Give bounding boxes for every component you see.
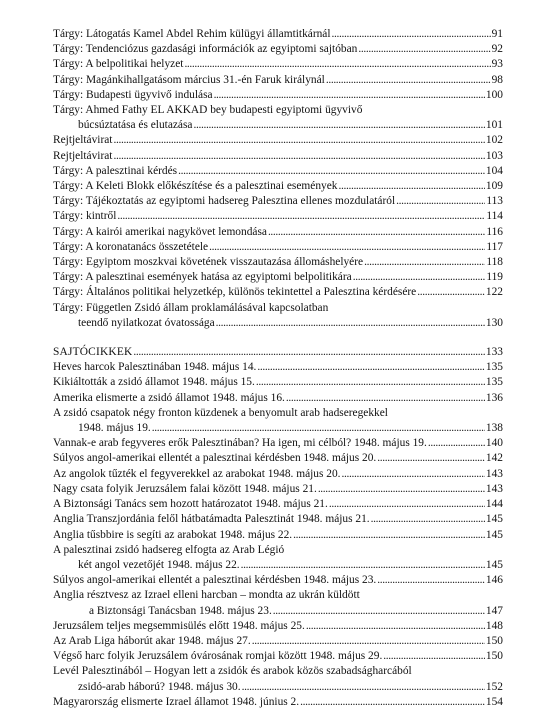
dot-leader	[377, 451, 485, 466]
dot-leader	[256, 375, 485, 390]
dot-leader	[184, 57, 490, 72]
toc-entry	[53, 360, 503, 375]
toc-entry	[53, 225, 503, 240]
toc-entry-page: 92	[491, 43, 503, 56]
toc-entry-title: Tárgy: Magánkihallgatásom március 31.-én Faruk királynál	[53, 73, 325, 86]
toc-entry	[53, 255, 503, 270]
section-heading	[53, 345, 503, 360]
toc-entry-page: 143	[485, 467, 503, 480]
toc-entry-title: Anglia tűsbbire is segíti az arabokat 1948. május 22.	[53, 528, 293, 541]
dot-leader	[377, 573, 485, 588]
toc-entry-title: Tárgy: Látogatás Kamel Abdel Rehim külügyi államtitkárnál	[53, 28, 331, 40]
toc-entry-page: 135	[485, 376, 503, 389]
toc-entry-page: 117	[486, 240, 503, 253]
toc-entry-title: Tárgy: A palesztinai események hatása az egyiptomi belpolitikára	[53, 271, 352, 284]
toc-entry	[53, 240, 503, 255]
toc-entry-page: 116	[486, 225, 503, 238]
toc-entry-title-line-1: Tárgy: Független Zsidó állam proklamálásával kapcsolatban	[53, 301, 329, 314]
toc-entry	[53, 634, 503, 649]
dot-leader	[216, 316, 485, 331]
toc-entry-page: 142	[485, 452, 503, 465]
toc-entry	[53, 512, 503, 527]
dot-leader	[273, 604, 485, 619]
toc-entry-title: zsidó-arab háború? 1948. május 30.	[78, 680, 241, 693]
toc-entry-page: 101	[485, 119, 503, 132]
toc-entry-title: Tárgy: A kairói amerikai nagykövet lemondása	[53, 225, 267, 238]
toc-entry	[53, 27, 503, 42]
toc-entry-page: 147	[485, 604, 503, 617]
toc-entry	[53, 164, 503, 179]
toc-entry-title: Tárgy: A koronatanács összetétele	[53, 240, 209, 253]
toc-entry	[53, 133, 503, 148]
dot-leader	[326, 73, 491, 88]
toc-entry-title: Az angolok tűzték el fegyverekkel az arabokat 1948. május 20.	[53, 467, 341, 480]
toc-entry	[53, 406, 503, 436]
toc-entry-title: Magyarország elismerte Izrael államot 1948. június 2.	[53, 695, 300, 708]
toc-entry-title: Anglia Transzjordánia felől hátbatámadta Palesztinát 1948. május 21.	[53, 513, 370, 526]
toc-entry	[53, 209, 503, 224]
dot-leader	[417, 285, 485, 300]
toc-entry	[53, 391, 503, 406]
toc-entry	[53, 73, 503, 88]
toc-entry-title: Tárgy: Budapesti ügyvivő indulása	[53, 88, 213, 101]
toc-entry-title-line-1: Tárgy: Ahmed Fathy EL AKKAD bey budapesti egyiptomi ügyvivő	[53, 104, 363, 117]
toc-entry-title: a Biztonsági Tanácsban 1948. május 23.	[89, 604, 272, 617]
dot-leader	[133, 345, 485, 360]
dot-leader	[353, 270, 486, 285]
toc-entry	[53, 695, 503, 710]
toc-entry-page: 136	[485, 391, 503, 404]
toc-entry	[53, 194, 503, 209]
toc-entry-page: 98	[491, 73, 503, 86]
toc-entry-page: 145	[485, 558, 503, 571]
toc-entry-title: Tárgy: A belpolitikai helyzet	[53, 58, 184, 71]
toc-entry-page: 144	[485, 498, 503, 511]
dot-leader	[428, 436, 485, 451]
toc-entry-title: teendő nyilatkozat óvatossága	[78, 316, 215, 329]
toc-entry-title: Tárgy: Tájékoztatás az egyiptomi hadsereg Palesztina ellenes mozdulatáról	[53, 195, 396, 208]
toc-entry	[53, 301, 503, 331]
toc-entry-title: búcsúztatása és elutazása	[78, 119, 193, 132]
dot-leader	[293, 528, 485, 543]
toc-entry	[53, 42, 503, 57]
toc-entry-title: Jeruzsálem teljes megsemmisülés előtt 1948. május 25.	[53, 619, 305, 632]
toc-entry-page: 118	[486, 256, 503, 269]
toc-entry-title: Tárgy: Tendenciózus gazdasági információk az egyiptomi sajtóban	[53, 43, 358, 56]
dot-leader	[338, 179, 484, 194]
toc-entry-title: Tárgy: A Keleti Blokk előkészítése és a palesztinai események	[53, 180, 338, 193]
section-heading-title: SAJTÓCIKKEK	[53, 346, 133, 359]
toc-entry-title: Súlyos angol-amerikai ellentét a palesztinai kérdésben 1948. május 20.	[53, 452, 377, 465]
toc-entry	[53, 270, 503, 285]
toc-entry-page: 93	[491, 58, 503, 71]
section-gap	[53, 331, 503, 345]
toc-entry-page: 150	[485, 650, 503, 663]
toc-entry-page: 154	[485, 695, 503, 708]
toc-entry	[53, 103, 503, 133]
toc-entry	[53, 375, 503, 390]
dot-leader	[342, 467, 485, 482]
toc-entry-title: Heves harcok Palesztinában 1948. május 14.	[53, 361, 257, 374]
dot-leader	[117, 209, 485, 224]
dot-leader	[383, 649, 485, 664]
table-of-contents	[53, 27, 503, 710]
toc-entry-page: 103	[485, 149, 503, 162]
toc-entry-title: Amerika elismerte a zsidó államot 1948. május 16.	[53, 391, 285, 404]
dot-leader	[300, 695, 485, 710]
toc-entry	[53, 588, 503, 618]
toc-entry-title: Végső harc folyik Jeruzsálem óvárosának romjai között 1948. május 29.	[53, 650, 383, 663]
dot-leader	[257, 360, 485, 375]
toc-entry	[53, 528, 503, 543]
dot-leader	[364, 255, 485, 270]
toc-entry-title-line-1: Anglia résztvesz az Izrael elleni harcban – mondta az ukrán küldött	[53, 589, 360, 602]
toc-entry-page: 150	[485, 634, 503, 647]
toc-entry-page: 143	[485, 482, 503, 495]
toc-entry-page: 152	[485, 680, 503, 693]
toc-entry-title-line-1: A palesztinai zsidó hadsereg elfogta az Arab Légió	[53, 543, 285, 556]
toc-entry-page: 91	[491, 28, 503, 40]
dot-leader	[242, 680, 485, 695]
toc-entry-title-line-1: Levél Palesztinából – Hogyan lett a zsidók és arabok közös szabadságharcából	[53, 665, 412, 678]
toc-entry-page: 113	[486, 195, 503, 208]
dot-leader	[358, 42, 490, 57]
dot-leader	[318, 482, 485, 497]
dot-leader	[329, 497, 485, 512]
toc-entry-title-line-1: A zsidó csapatok négy fronton küzdenek a benyomult arab hadseregekkel	[53, 406, 388, 419]
toc-entry-page: 148	[485, 619, 503, 632]
dot-leader	[306, 619, 485, 634]
toc-entry-title: Súlyos angol-amerikai ellentét a palesztinai kérdésben 1948. május 23.	[53, 574, 377, 587]
toc-entry	[53, 664, 503, 694]
toc-entry-title: Tárgy: Általános politikai helyzetkép, különös tekintettel a Palesztina kérdésére	[53, 286, 417, 299]
toc-entry-title: Tárgy: Egyiptom moszkvai követének visszautazása állomáshelyére	[53, 256, 364, 269]
toc-entry	[53, 649, 503, 664]
dot-leader	[286, 391, 485, 406]
dot-leader	[193, 118, 484, 133]
dot-leader	[113, 149, 484, 164]
dot-leader	[113, 133, 484, 148]
toc-entry-page: 102	[485, 134, 503, 147]
toc-entry	[53, 573, 503, 588]
toc-entry-page: 100	[485, 88, 503, 101]
toc-entry-page: 122	[485, 286, 503, 299]
toc-entry-page: 145	[485, 528, 503, 541]
dot-leader	[332, 27, 491, 42]
toc-entry	[53, 436, 503, 451]
dot-leader	[178, 164, 485, 179]
toc-entry-title: Nagy csata folyik Jeruzsálem falai között 1948. május 21.	[53, 482, 317, 495]
toc-entry-page: 146	[485, 574, 503, 587]
toc-entry-page: 145	[485, 513, 503, 526]
toc-entry-title: Rejtjeltávirat	[53, 134, 113, 147]
toc-entry	[53, 179, 503, 194]
dot-leader	[241, 558, 485, 573]
toc-entry	[53, 149, 503, 164]
toc-entry-title: Tárgy: kintről	[53, 210, 117, 223]
toc-entry	[53, 482, 503, 497]
toc-entry-page: 109	[485, 180, 503, 193]
toc-entry	[53, 285, 503, 300]
toc-entry	[53, 467, 503, 482]
toc-entry	[53, 497, 503, 512]
dot-leader	[396, 194, 485, 209]
toc-entry	[53, 543, 503, 573]
toc-entry-title: Kikiáltották a zsidó államot 1948. május 15.	[53, 376, 255, 389]
toc-entry	[53, 88, 503, 103]
dot-leader	[268, 225, 485, 240]
toc-entry-title: két angol vezetőjét 1948. május 22.	[78, 558, 240, 571]
dot-leader	[209, 240, 485, 255]
toc-entry	[53, 451, 503, 466]
toc-entry-page: 119	[486, 271, 503, 284]
toc-entry	[53, 619, 503, 634]
toc-entry-page: 130	[485, 316, 503, 329]
toc-entry	[53, 57, 503, 72]
toc-entry-title: Az Arab Liga háborút akar 1948. május 27.	[53, 634, 251, 647]
toc-entry-title: Tárgy: A palesztinai kérdés	[53, 164, 178, 177]
toc-entry-page: 104	[485, 164, 503, 177]
dot-leader	[214, 88, 485, 103]
dot-leader	[252, 634, 485, 649]
toc-entry-title: Vannak-e arab fegyveres erők Palesztinában? Ha igen, mi célból? 1948. május 19.	[53, 437, 427, 450]
toc-entry-title: Rejtjeltávirat	[53, 149, 113, 162]
toc-entry-page: 138	[485, 422, 503, 435]
toc-entry-page: 135	[485, 361, 503, 374]
dot-leader	[152, 421, 485, 436]
section-heading-page: 133	[485, 346, 503, 359]
toc-entry-title: A Biztonsági Tanács sem hozott határozatot 1948. május 21.	[53, 498, 328, 511]
toc-entry-page: 140	[485, 437, 503, 450]
dot-leader	[371, 512, 485, 527]
toc-entry-page: 114	[486, 210, 503, 223]
toc-entry-title: 1948. május 19.	[78, 422, 151, 435]
